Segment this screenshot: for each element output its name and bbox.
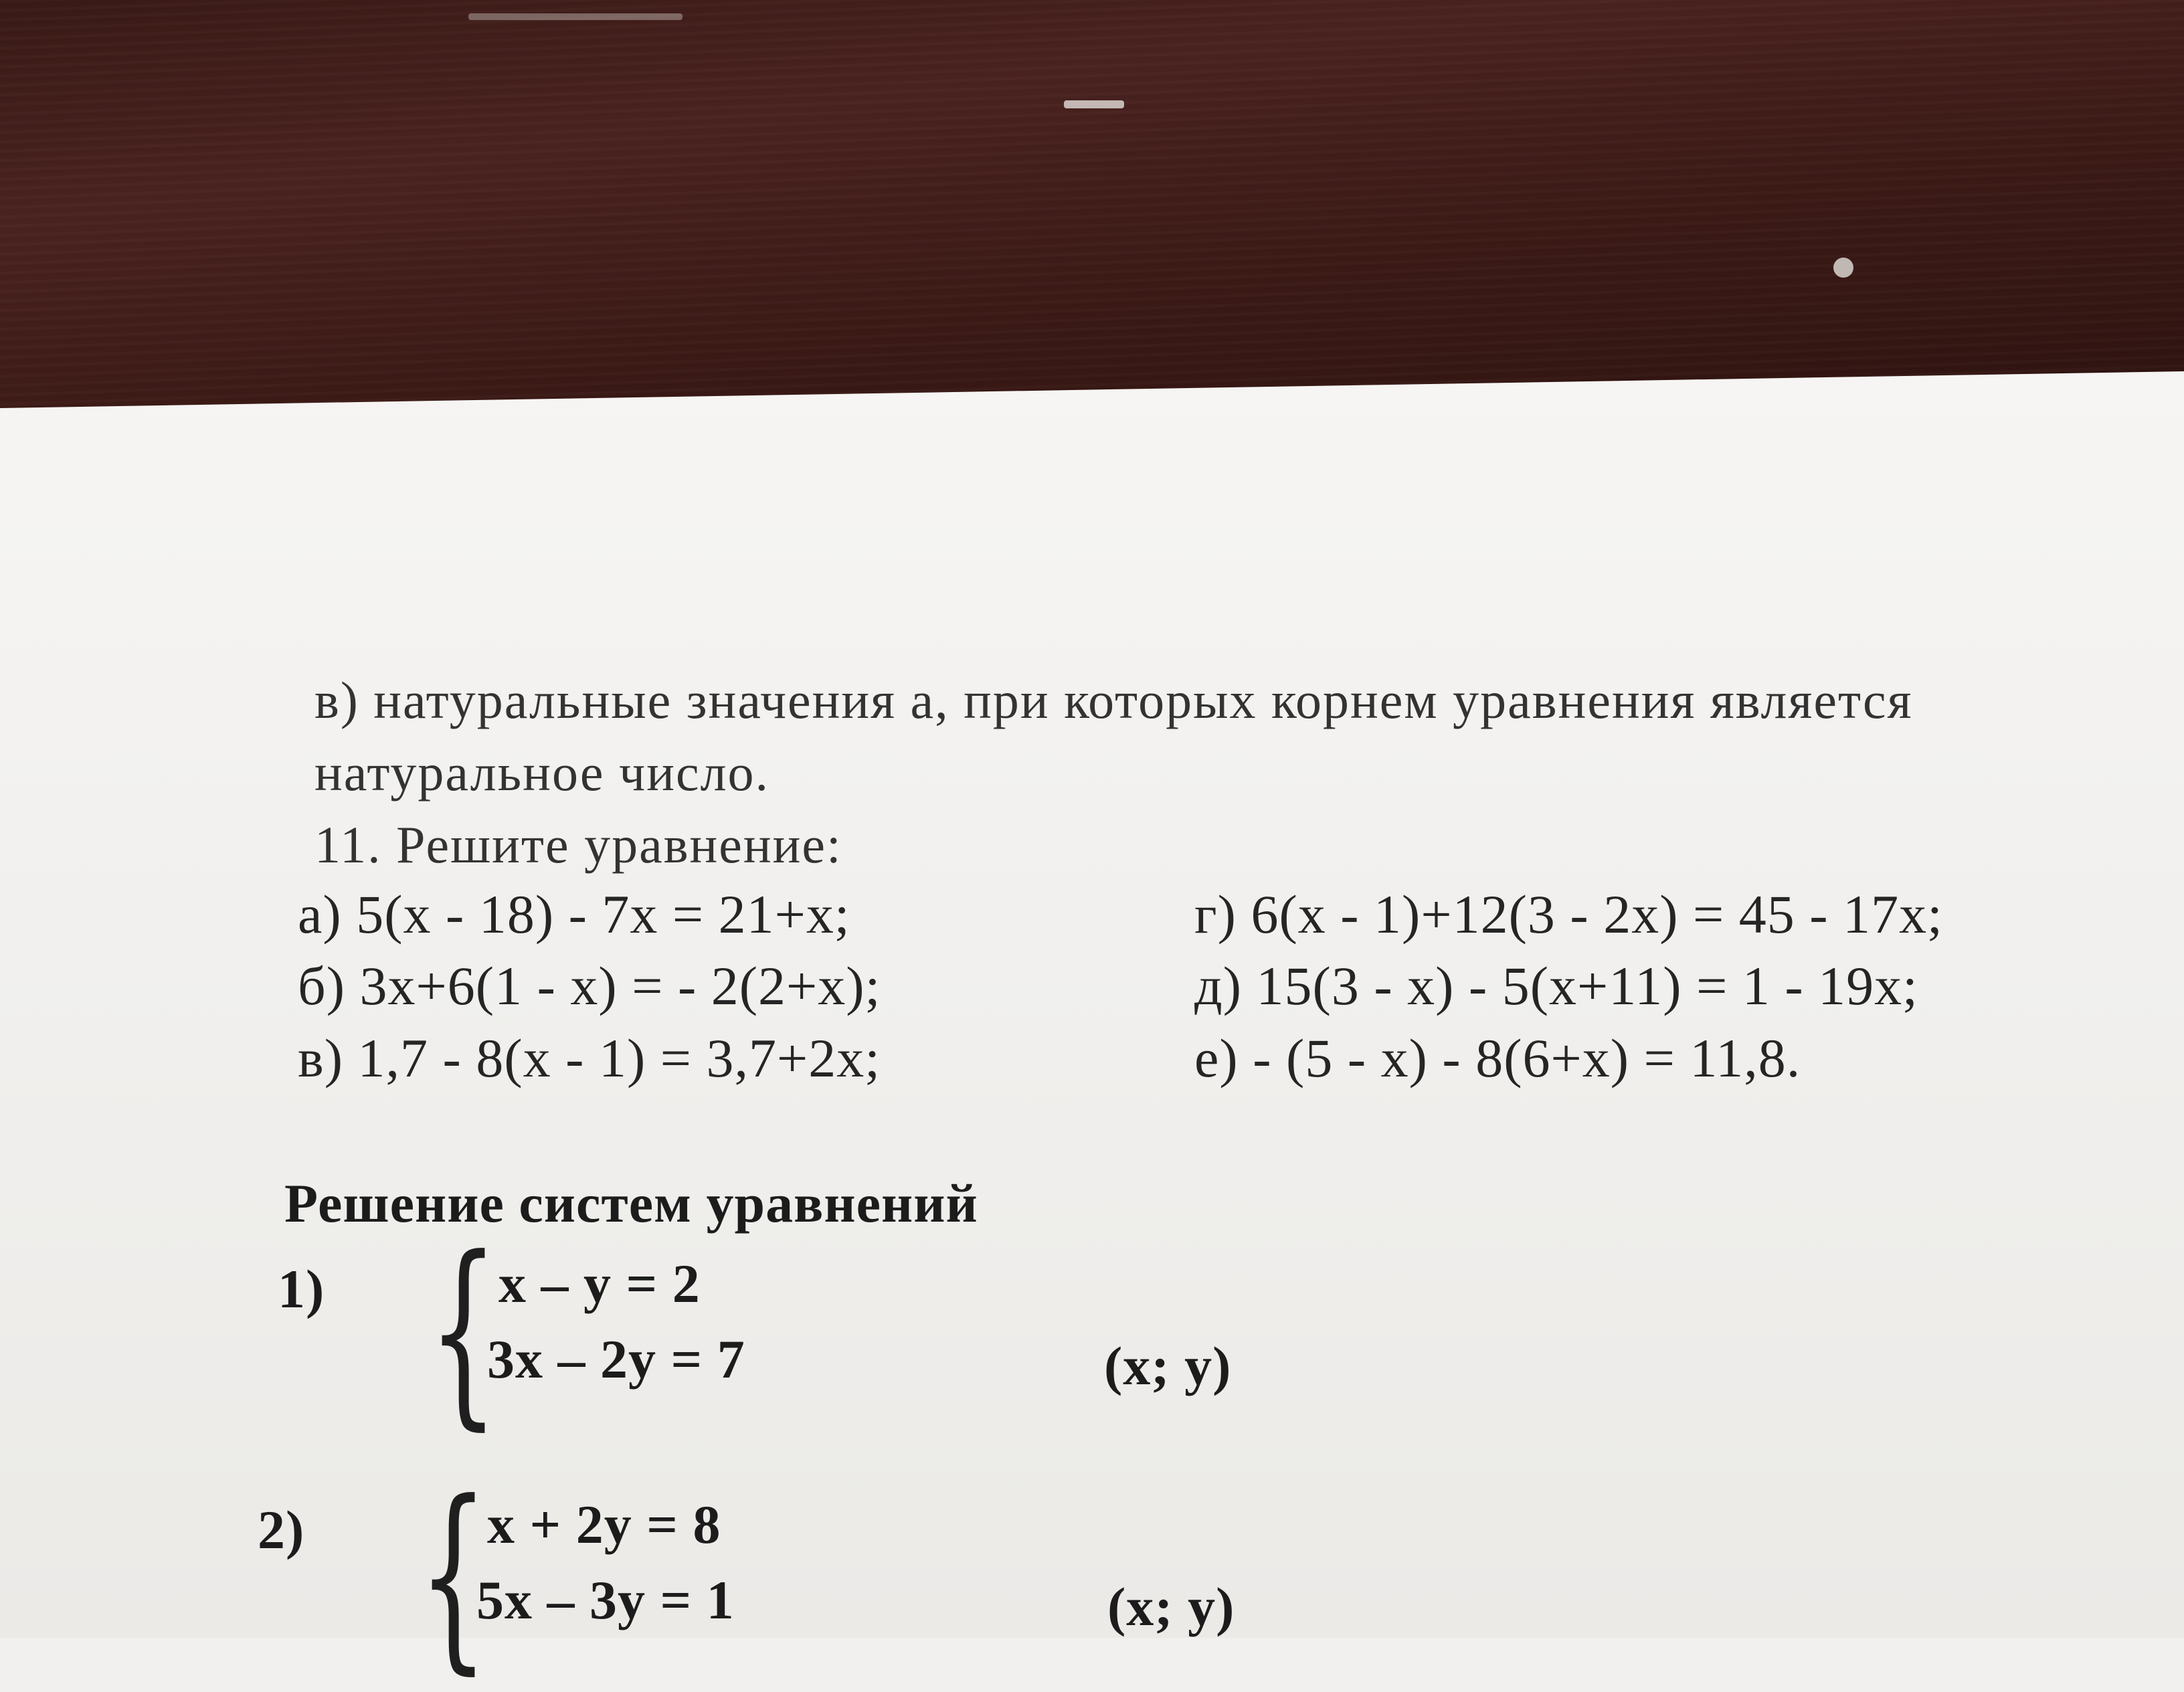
equation-v: в) 1,7 - 8(х - 1) = 3,7+2х; <box>298 1028 881 1089</box>
equation-g: г) 6(х - 1)+12(3 - 2х) = 45 - 17х; <box>1194 884 1943 945</box>
system-1-number: 1) <box>278 1258 325 1319</box>
desk-scratch <box>1833 258 1853 278</box>
equation-e: е) - (5 - х) - 8(6+х) = 11,8. <box>1194 1028 1801 1089</box>
desk-scratch <box>1064 100 1124 108</box>
task-11-heading: 11. Решите уравнение: <box>314 816 842 874</box>
equation-a: а) 5(х - 18) - 7х = 21+х; <box>298 884 850 945</box>
system-1-answer-format: (x; y) <box>1104 1335 1232 1396</box>
task-10-option-v-line-1: в) натуральные значения а, при которых корнем уравнения является <box>314 671 1913 729</box>
systems-heading: Решение систем уравнений <box>284 1173 978 1234</box>
system-1-equation-1: x – y = 2 <box>498 1253 701 1314</box>
system-1-brace: { <box>428 1214 498 1448</box>
system-2-answer-format: (x; y) <box>1107 1576 1235 1637</box>
equation-b: б) 3х+6(1 - х) = - 2(2+х); <box>298 955 881 1016</box>
system-2-number: 2) <box>258 1499 305 1560</box>
desk-scratch <box>468 13 682 20</box>
system-2-brace: { <box>418 1459 488 1692</box>
system-2-equation-2: 5x – 3y = 1 <box>476 1570 735 1630</box>
wood-grain-texture <box>0 0 2184 428</box>
system-1-equation-2: 3x – 2y = 7 <box>487 1329 745 1390</box>
system-2-equation-1: x + 2y = 8 <box>487 1494 721 1555</box>
task-10-option-v-line-2: натуральное число. <box>314 743 770 802</box>
equation-d: д) 15(3 - х) - 5(х+11) = 1 - 19х; <box>1194 955 1918 1016</box>
